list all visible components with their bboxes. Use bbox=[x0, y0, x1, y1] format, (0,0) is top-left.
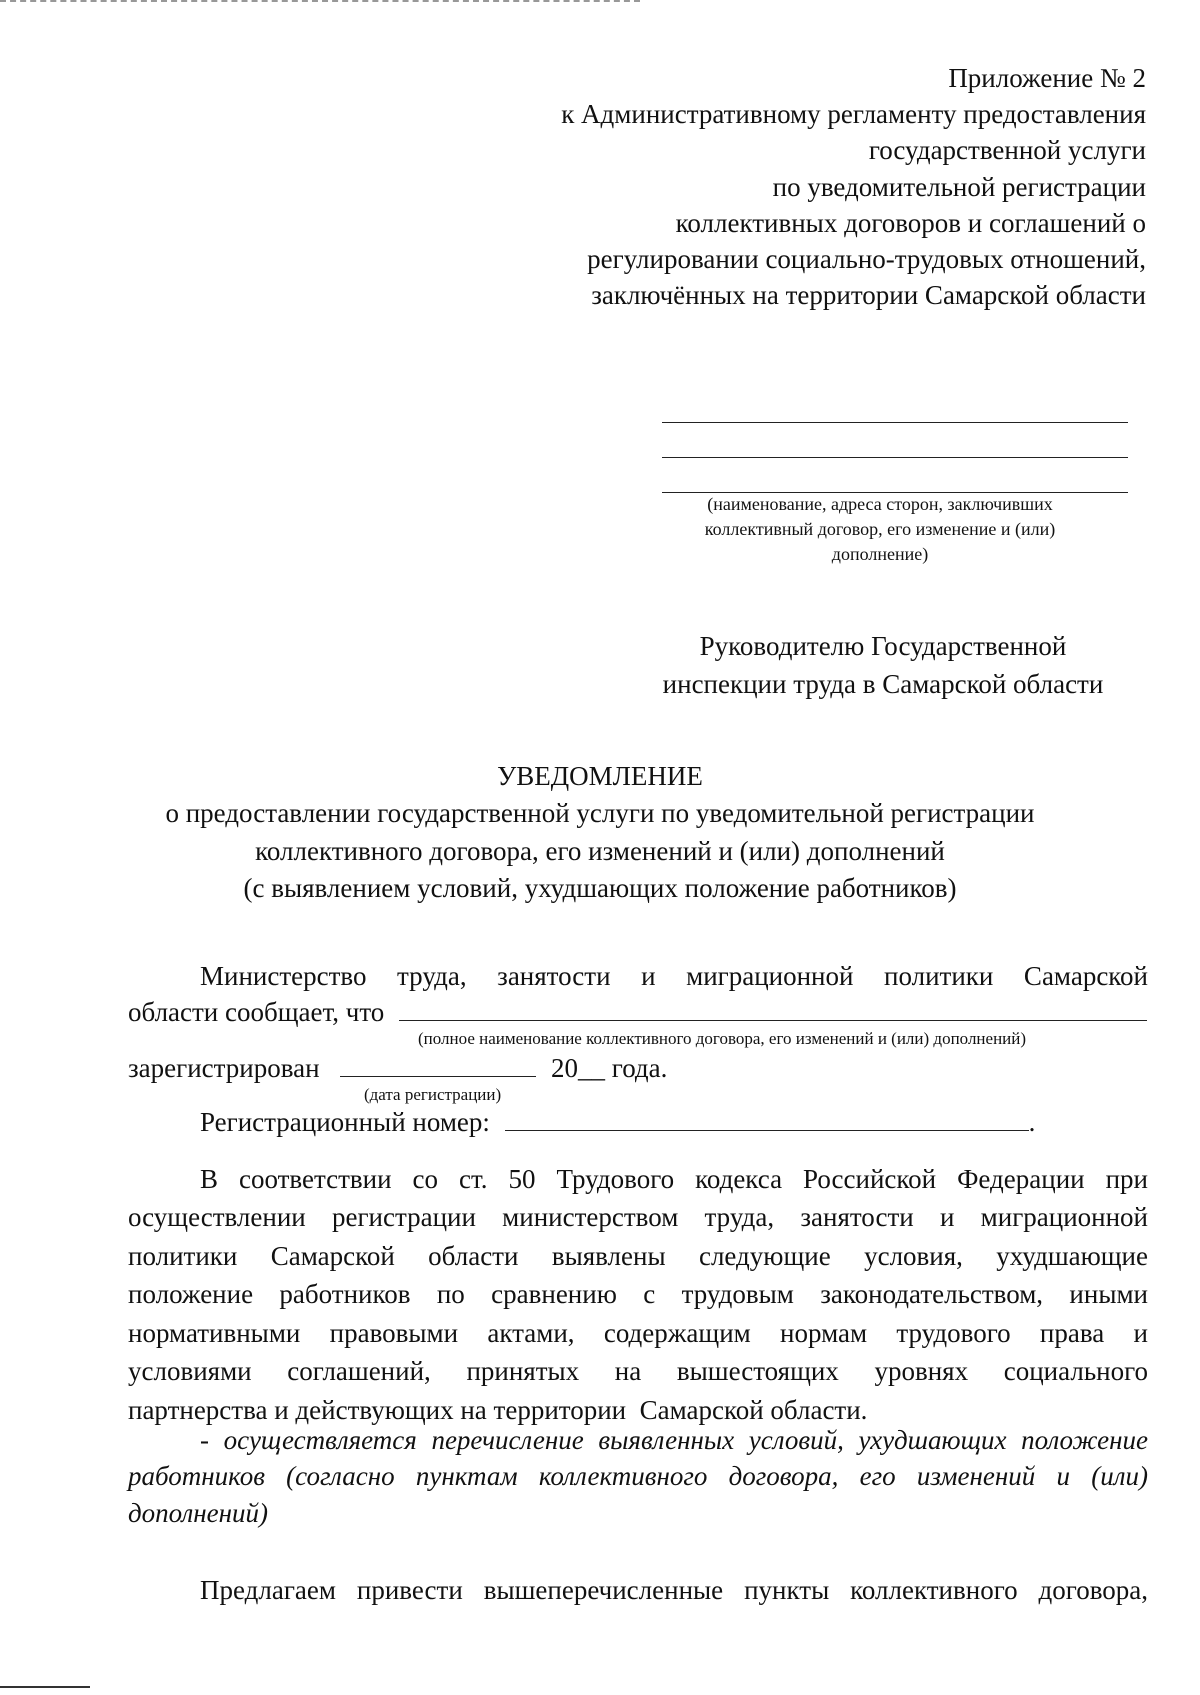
scan-edge-bottom bbox=[0, 1686, 90, 1688]
violations-line: нормативными правовыми актами, содержащим нормам трудового права и bbox=[128, 1317, 1148, 1348]
reg-number-end: . bbox=[1028, 1107, 1036, 1137]
violations-line: положение работников по сравнению с трудовым законодательством, иными bbox=[128, 1279, 1148, 1310]
appendix-line: коллективных договоров и соглашений о bbox=[675, 207, 1146, 238]
violations-line: партнерства и действующих на территории Самарской области. bbox=[128, 1394, 868, 1425]
appendix-line: государственной услуги bbox=[868, 135, 1146, 166]
address-blank-line-2[interactable] bbox=[662, 457, 1128, 458]
violations-line: условиями соглашений, принятых на вышестоящих уровнях социального bbox=[128, 1356, 1148, 1387]
appendix-line: регулировании социально-трудовых отношений, bbox=[587, 243, 1146, 274]
notice-subtitle-line: о предоставлении государственной услуги по уведомительной регистрации bbox=[165, 798, 1035, 829]
notice-subtitle-line: (с выявлением условий, ухудшающих положение работников) bbox=[243, 872, 957, 903]
notice-heading: УВЕДОМЛЕНИЕ bbox=[497, 761, 703, 791]
conditions-line bbox=[128, 1422, 1148, 1458]
conditions-list-paragraph bbox=[128, 1422, 1148, 1531]
address-caption-line: (наименование, адреса сторон, заключивших bbox=[707, 494, 1053, 514]
violations-line-text: В соответствии со ст. 50 Трудового кодекса Российской Федерации при bbox=[200, 1164, 1148, 1194]
form-line-2-prefix: области сообщает, что bbox=[128, 997, 385, 1027]
registered-label: зарегистрирован bbox=[128, 1053, 320, 1083]
form-line-3 bbox=[128, 1050, 1148, 1086]
address-caption-line: дополнение) bbox=[831, 544, 929, 565]
form-line-1-text: Министерство труда, занятости и миграционной политики Самарской bbox=[200, 961, 1148, 991]
conditions-line-text: - осуществляется перечисление выявленных условий, ухудшающих положение bbox=[200, 1425, 1148, 1455]
violations-line: осуществлении регистрации министерством труда, занятости и миграционной bbox=[128, 1202, 1148, 1233]
agreement-name-field[interactable] bbox=[399, 996, 1147, 1021]
form-line-1 bbox=[128, 958, 1148, 994]
agreement-name-caption: (полное наименование коллективного договора, его изменений и (или) дополнений) bbox=[418, 1029, 1027, 1048]
addressee-line: инспекции труда в Самарской области bbox=[662, 668, 1104, 699]
appendix-line: к Административному регламенту предоставления bbox=[561, 99, 1146, 130]
conditions-line: работников (согласно пунктам коллективного договора, его изменений и (или) bbox=[128, 1461, 1148, 1492]
reg-number-field[interactable] bbox=[505, 1106, 1029, 1131]
registration-date-field[interactable] bbox=[340, 1052, 536, 1077]
form-line-2 bbox=[128, 994, 1148, 1030]
addressee bbox=[640, 628, 1126, 704]
address-blank-line-1[interactable] bbox=[662, 422, 1128, 423]
form-line-4 bbox=[128, 1104, 1148, 1140]
reg-number-label: Регистрационный номер: bbox=[200, 1107, 490, 1137]
proposal-text: Предлагаем привести вышеперечисленные пункты коллективного договора, bbox=[200, 1575, 1148, 1605]
notice-subtitle-line: коллективного договора, его изменений и (или) дополнений bbox=[255, 835, 945, 866]
registration-year: 20__ года. bbox=[551, 1053, 668, 1083]
appendix-line: по уведомительной регистрации bbox=[772, 171, 1146, 202]
conditions-line: дополнений) bbox=[128, 1497, 269, 1528]
notice-title-block bbox=[100, 758, 1100, 907]
violations-paragraph bbox=[128, 1160, 1148, 1429]
violations-line bbox=[128, 1160, 1148, 1198]
address-caption-line: коллективный договор, его изменение и (или) bbox=[704, 519, 1056, 540]
registration-date-caption: (дата регистрации) bbox=[364, 1085, 502, 1104]
address-caption bbox=[640, 492, 1120, 568]
appendix-header bbox=[480, 60, 1146, 313]
violations-line: политики Самарской области выявлены следующие условия, ухудшающие bbox=[128, 1240, 1148, 1271]
appendix-line: Приложение № 2 bbox=[948, 63, 1146, 93]
scan-edge-top bbox=[0, 0, 640, 8]
appendix-line: заключённых на территории Самарской области bbox=[591, 280, 1146, 311]
addressee-line: Руководителю Государственной bbox=[699, 631, 1067, 661]
proposal-paragraph bbox=[128, 1572, 1148, 1608]
